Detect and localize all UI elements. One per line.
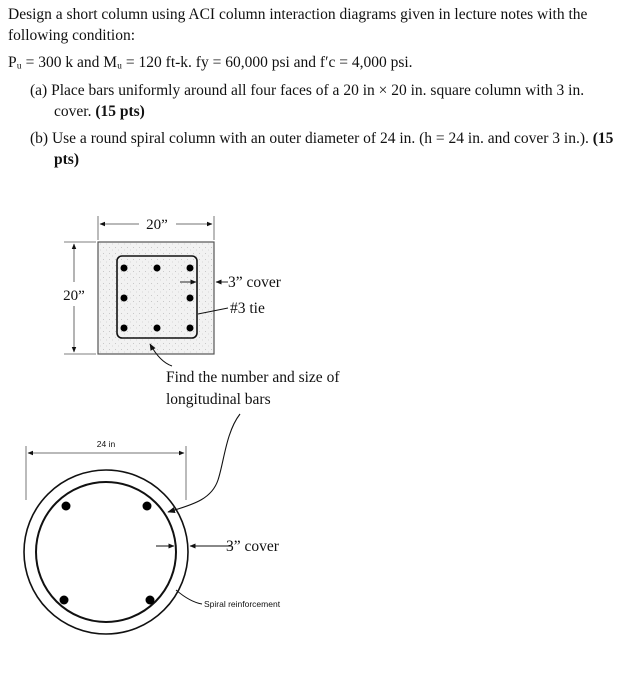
part-a-line2: cover. <box>54 103 92 120</box>
rebar <box>121 265 128 272</box>
rebar <box>187 325 194 332</box>
diameter-dimension: 24 in <box>96 439 116 449</box>
spiral-label: Spiral reinforcement <box>204 599 281 609</box>
part-b-label: (b) <box>30 130 49 147</box>
part-a-line1: Place bars uniformly around all four faces of a 20 in × 20 in. square column with 3 in. <box>51 82 585 99</box>
problem-intro: Design a short column using ACI column interaction diagrams given in lecture notes with the following condition: <box>8 6 588 44</box>
part-b-line1: Use a round spiral column with an outer diameter of 24 in. (h = 24 in. and cover 3 in.). <box>51 130 589 147</box>
part-b-points-1: (15 <box>592 130 614 147</box>
find-bars-line1: Find the number and size of <box>166 369 340 386</box>
tie-label: #3 tie <box>230 300 265 317</box>
rebar <box>154 265 161 272</box>
rebar <box>121 295 128 302</box>
width-dimension: 20” <box>146 217 168 233</box>
rebar <box>62 502 71 511</box>
rebar <box>187 265 194 272</box>
cover-label: 3” cover <box>228 274 281 291</box>
round-cover-label: 3” cover <box>226 538 279 555</box>
rebar <box>143 502 152 511</box>
find-bars-line2: longitudinal bars <box>166 391 271 408</box>
rebar <box>60 596 69 605</box>
rebar <box>146 596 155 605</box>
rebar <box>154 325 161 332</box>
part-a-points: (15 pts) <box>95 103 145 120</box>
part-b-points-2: pts) <box>54 151 79 168</box>
rebar <box>121 325 128 332</box>
part-a-label: (a) <box>30 82 48 99</box>
round-column-figure <box>24 414 281 634</box>
given-conditions: Pᵤ = 300 k and Mᵤ = 120 ft-k. fy = 60,000 psi and f′c = 4,000 psi. <box>8 54 413 71</box>
column-outer-edge <box>24 470 188 634</box>
height-dimension: 20” <box>63 288 85 304</box>
rebar <box>187 295 194 302</box>
square-column-figure <box>63 216 340 408</box>
